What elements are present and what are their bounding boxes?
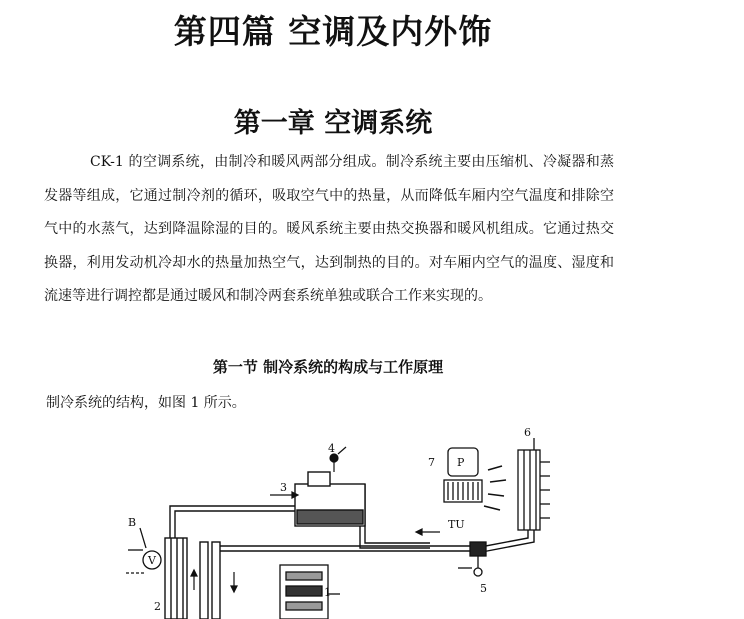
body-paragraph-text: CK-1 的空调系统，由制冷和暖风两部分组成。制冷系统主要由压缩机、冷凝器和蒸发器等组成，它通过制冷剂的循环，吸取空气中的热量，从而降低车厢内空气温度和排除空气中的水蒸气，达到降温除湿的目的。暖风系统主要由热交换器和暖风机组成。它通过热交换器，利用发动机冷却水的热量加热空气，达到制热的目的。对车厢内空气的温度、湿度和流速等进行调控都是通过暖风和制冷两套系统单独或联合工作来实现的。 [44,154,614,304]
label-5: 5 [480,582,487,595]
chapter-title: 第一章 空调系统 [233,108,433,139]
section-title: 第一节 制冷系统的构成与工作原理 [212,358,444,376]
body-paragraph [44,146,614,314]
refrigeration-system-diagram [110,420,560,619]
label-7: 7 [428,456,435,469]
label-b: B [128,516,137,529]
label-p: P [457,456,465,469]
compressor [280,565,340,619]
figure-intro-text: 制冷系统的结构，如图 1 所示。 [46,395,246,411]
part-title: 第四篇 空调及内外饰 [173,12,493,51]
label-4: 4 [328,442,335,455]
pipe-receiver-out [360,484,430,548]
label-tu: TU [448,518,465,531]
airflow-lines [484,466,506,510]
label-v: V [148,554,156,567]
evaporator [518,438,550,530]
receiver-dryer [295,472,365,526]
label-3: 3 [280,481,287,494]
expansion-valve [458,542,486,576]
label-6: 6 [524,426,531,439]
label-2: 2 [154,600,161,613]
label-1: 1 [324,586,331,599]
